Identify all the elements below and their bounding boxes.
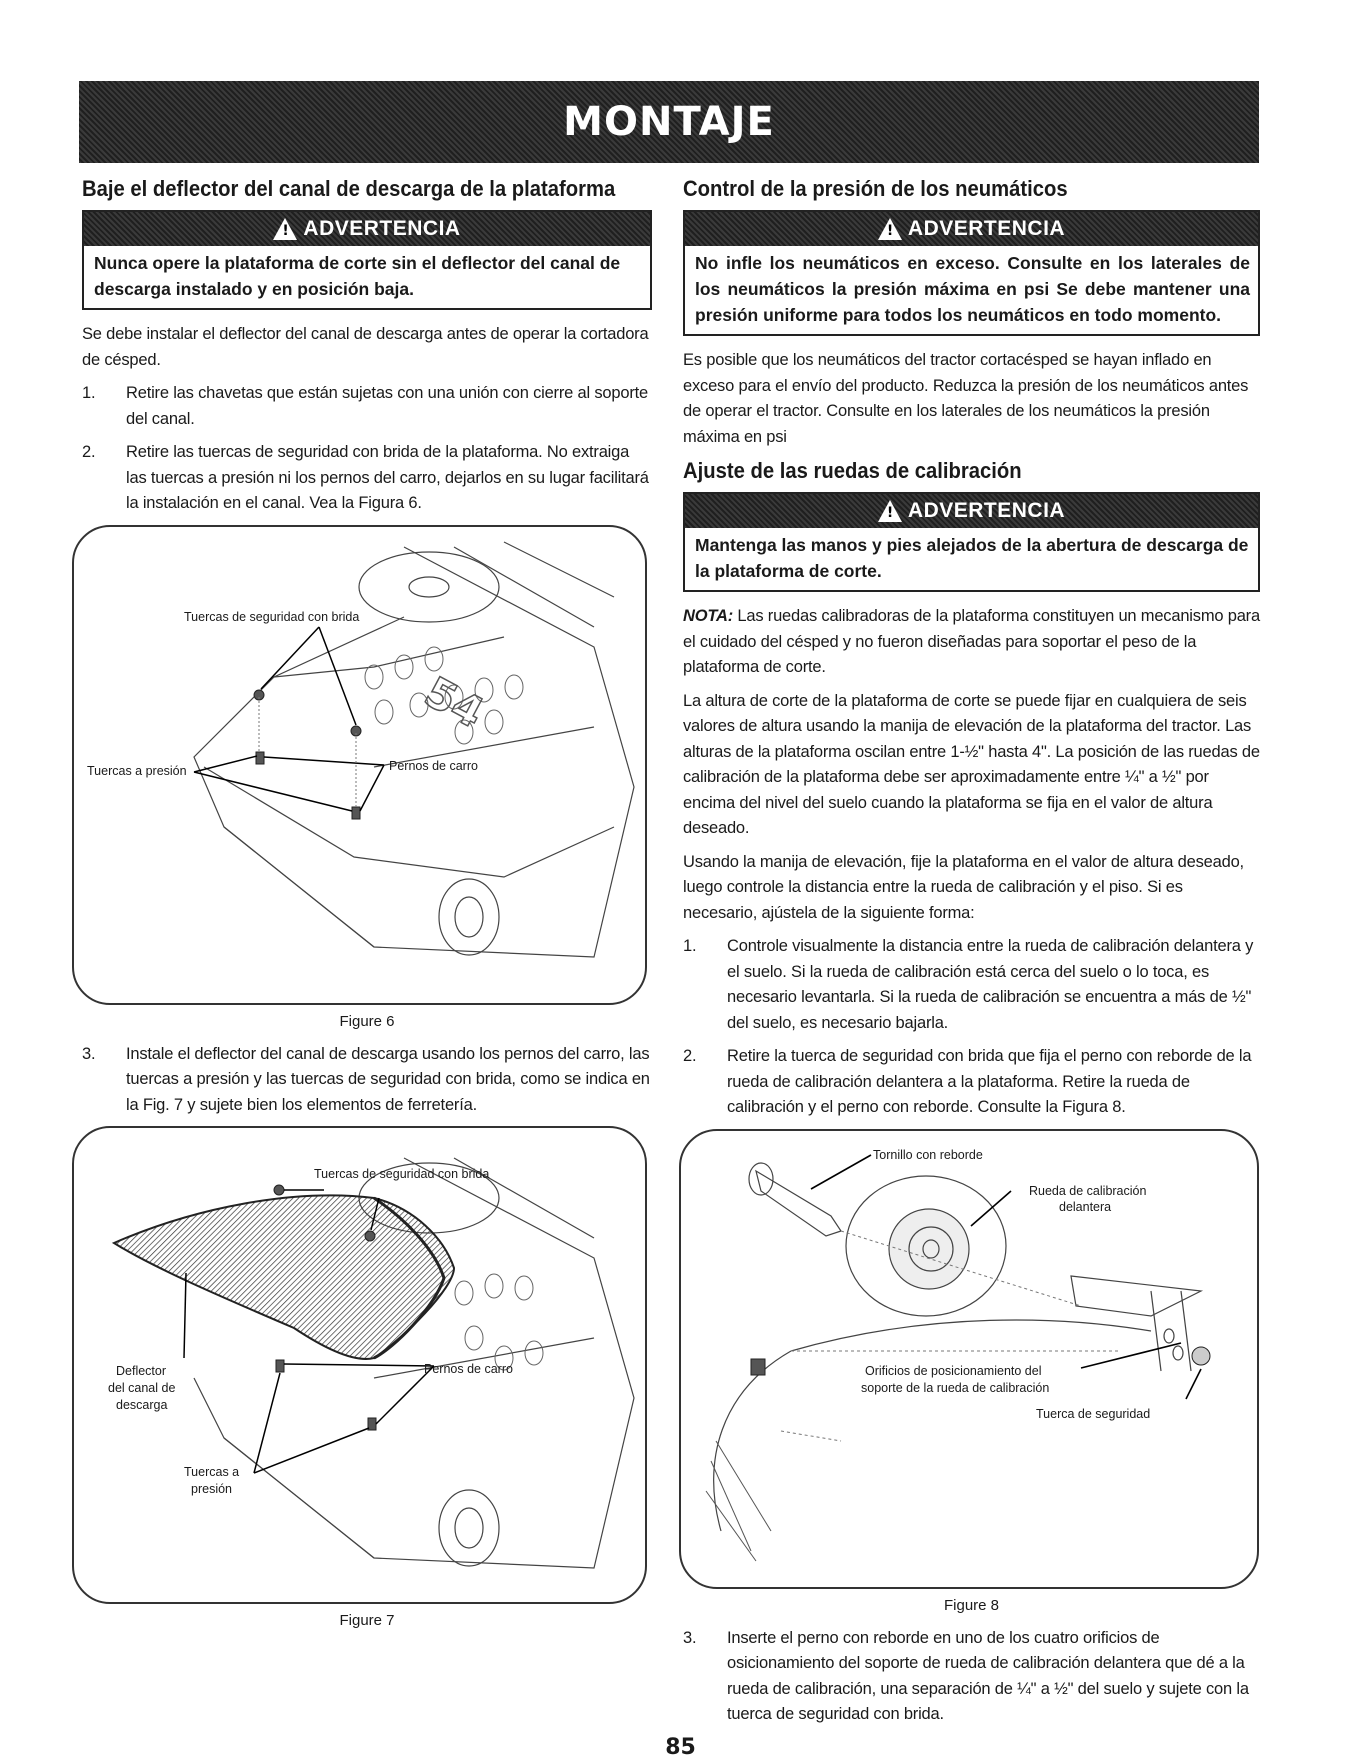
warning-triangle-icon bbox=[878, 500, 902, 522]
label-press-nuts: Tuercas a presión bbox=[87, 763, 187, 778]
figure-7 bbox=[72, 1126, 647, 1604]
warning-header bbox=[685, 494, 1258, 528]
warning-header bbox=[84, 212, 650, 246]
step-number: 2. bbox=[82, 443, 96, 461]
warning-text: Mantenga las manos y pies alejados de la abertura de descarga de la plataforma de corte. bbox=[695, 535, 1249, 581]
svg-text:54: 54 bbox=[416, 666, 492, 738]
warning-box bbox=[683, 210, 1260, 336]
label-wheel-line1: Rueda de calibración bbox=[1029, 1183, 1147, 1198]
figure-caption: Figure 7 bbox=[339, 1612, 395, 1629]
warning-label: ADVERTENCIA bbox=[907, 499, 1066, 522]
step-text: Retire las chavetas que están sujetas con una unión con cierre al soporte del canal. bbox=[126, 384, 648, 428]
step-text: Retire la tuerca de seguridad con brida que fija el perno con reborde de la rueda de calibración delantera a la plataforma. Retire la rueda de calibración y el perno con reborde. Consulte la Figura 8. bbox=[727, 1047, 1252, 1116]
note-paragraph bbox=[683, 604, 1260, 681]
step-item bbox=[683, 1044, 1260, 1121]
label-deflector-line2: del canal de bbox=[108, 1381, 176, 1395]
paragraph: Usando la manija de elevación, fije la plataforma en el valor de altura deseado, luego controle la distancia entre la rueda de calibración y el piso. Si es necesario, ajústela de la siguiente forma: bbox=[683, 852, 1244, 922]
label-carriage-bolts: Pernos de carro bbox=[424, 1362, 513, 1376]
step-item bbox=[683, 1626, 1260, 1728]
step-item bbox=[82, 1042, 652, 1119]
note-label: NOTA: bbox=[683, 607, 734, 625]
page-number: 85 bbox=[665, 1735, 696, 1760]
label-locknuts: Tuercas de seguridad con brida bbox=[314, 1167, 490, 1181]
section-heading: Ajuste de las ruedas de calibración bbox=[683, 458, 1022, 483]
step-text: Retire las tuercas de seguridad con brida de la plataforma. No extraiga las tuercas a presión ni los pernos del carro, dejarlos en su lugar facilitará la instalación en el canal. Vea la Figura 6. bbox=[126, 443, 649, 512]
step-text: Instale el deflector del canal de descarga usando los pernos del carro, las tuercas a presión y las tuercas de seguridad con brida, como se indica en la Fig. 7 y sujete bien los elementos de ferretería. bbox=[126, 1044, 650, 1114]
figure-6 bbox=[72, 525, 647, 1005]
step-number: 3. bbox=[683, 1628, 697, 1647]
section-heading: Baje el deflector del canal de descarga de la plataforma bbox=[82, 176, 616, 201]
label-press-nuts-line1: Tuercas a bbox=[184, 1465, 240, 1479]
label-locknut: Tuerca de seguridad bbox=[1036, 1406, 1151, 1421]
warning-triangle-icon bbox=[273, 218, 297, 240]
step-text: Controle visualmente la distancia entre la rueda de calibración delantera y el suelo. Si la rueda de calibración está cerca del suelo o lo toca, es necesario levantarla. Si la rueda de calibración se encuentra a más de ½" del suelo, es necesario bajarla. bbox=[727, 937, 1254, 1032]
label-carriage-bolts: Pernos de carro bbox=[389, 758, 478, 773]
banner-title: MONTAJE bbox=[563, 99, 775, 145]
label-locknuts: Tuercas de seguridad con brida bbox=[184, 609, 360, 624]
warning-text: Nunca opere la plataforma de corte sin el deflector del canal de descarga instalado y en posición baja. bbox=[94, 253, 621, 299]
step-item bbox=[82, 440, 652, 517]
figure-caption: Figure 8 bbox=[943, 1596, 1000, 1614]
warning-box bbox=[683, 492, 1260, 592]
section-heading: Control de la presión de los neumáticos bbox=[683, 176, 1068, 201]
warning-label: ADVERTENCIA bbox=[303, 217, 461, 240]
intro-paragraph: Se debe instalar el deflector del canal de descarga antes de operar la cortadora de césped. bbox=[82, 325, 649, 369]
paragraph: Es posible que los neumáticos del tractor cortacésped se hayan inflado en exceso para el envío del producto. Reduzca la presión de los neumáticos antes de operar el tractor. Consulte en los laterales de los neumáticos la presión máxima en psi bbox=[683, 351, 1249, 446]
section-banner bbox=[79, 81, 1259, 163]
step-number: 1. bbox=[683, 937, 697, 955]
label-deflector-line3: descarga bbox=[116, 1398, 168, 1412]
label-wheel-line2: delantera bbox=[1059, 1199, 1112, 1214]
label-holes-line2: soporte de la rueda de calibración bbox=[861, 1380, 1050, 1395]
step-number: 2. bbox=[683, 1047, 697, 1065]
step-number: 1. bbox=[82, 384, 96, 402]
warning-label: ADVERTENCIA bbox=[907, 217, 1066, 240]
left-column bbox=[82, 176, 652, 1641]
step-number: 3. bbox=[82, 1044, 96, 1063]
label-deflector-line1: Deflector bbox=[116, 1364, 167, 1378]
step-item bbox=[683, 934, 1260, 1036]
right-column bbox=[683, 176, 1260, 1736]
label-flange-bolt: Tornillo con reborde bbox=[873, 1147, 983, 1162]
paragraph: La altura de corte de la plataforma de corte se puede fijar en cualquiera de seis valores de altura usando la manija de elevación de la plataforma del tractor. Las alturas de la plataforma oscilan entre 1-½" hasta 4". La posición de las ruedas de calibración de la plataforma debe ser aproximadamente entre ¼" a ½" por encima del nivel del suelo cuando la plataforma se fija en el valor de altura deseado. bbox=[683, 691, 1260, 837]
warning-header bbox=[685, 212, 1258, 246]
figure-8 bbox=[679, 1129, 1259, 1589]
warning-box bbox=[82, 210, 652, 310]
label-press-nuts-line2: presión bbox=[191, 1482, 232, 1496]
gauge-wheel-illustration bbox=[681, 1131, 1259, 1589]
warning-text: No infle los neumáticos en exceso. Consulte en los laterales de los neumáticos la presión máxima en psi Se debe mantener una presión uniforme para todos los neumáticos en todo momento. bbox=[695, 253, 1250, 325]
note-text: Las ruedas calibradoras de la plataforma constituyen un mecanismo para el cuidado del césped y no fueron diseñadas para soportar el peso de la plataforma de corte. bbox=[683, 607, 1260, 676]
warning-triangle-icon bbox=[878, 218, 902, 240]
figure-caption: Figure 6 bbox=[339, 1012, 395, 1030]
step-text: Inserte el perno con reborde en uno de los cuatro orificios de osicionamiento del soporte de rueda de calibración delantera que dé a la rueda de calibración, una separación de ¼" a ½" del suelo y sujete con la tuerca de seguridad con brida. bbox=[727, 1628, 1249, 1723]
label-holes-line1: Orificios de posicionamiento del bbox=[865, 1363, 1042, 1378]
step-item bbox=[82, 381, 652, 432]
